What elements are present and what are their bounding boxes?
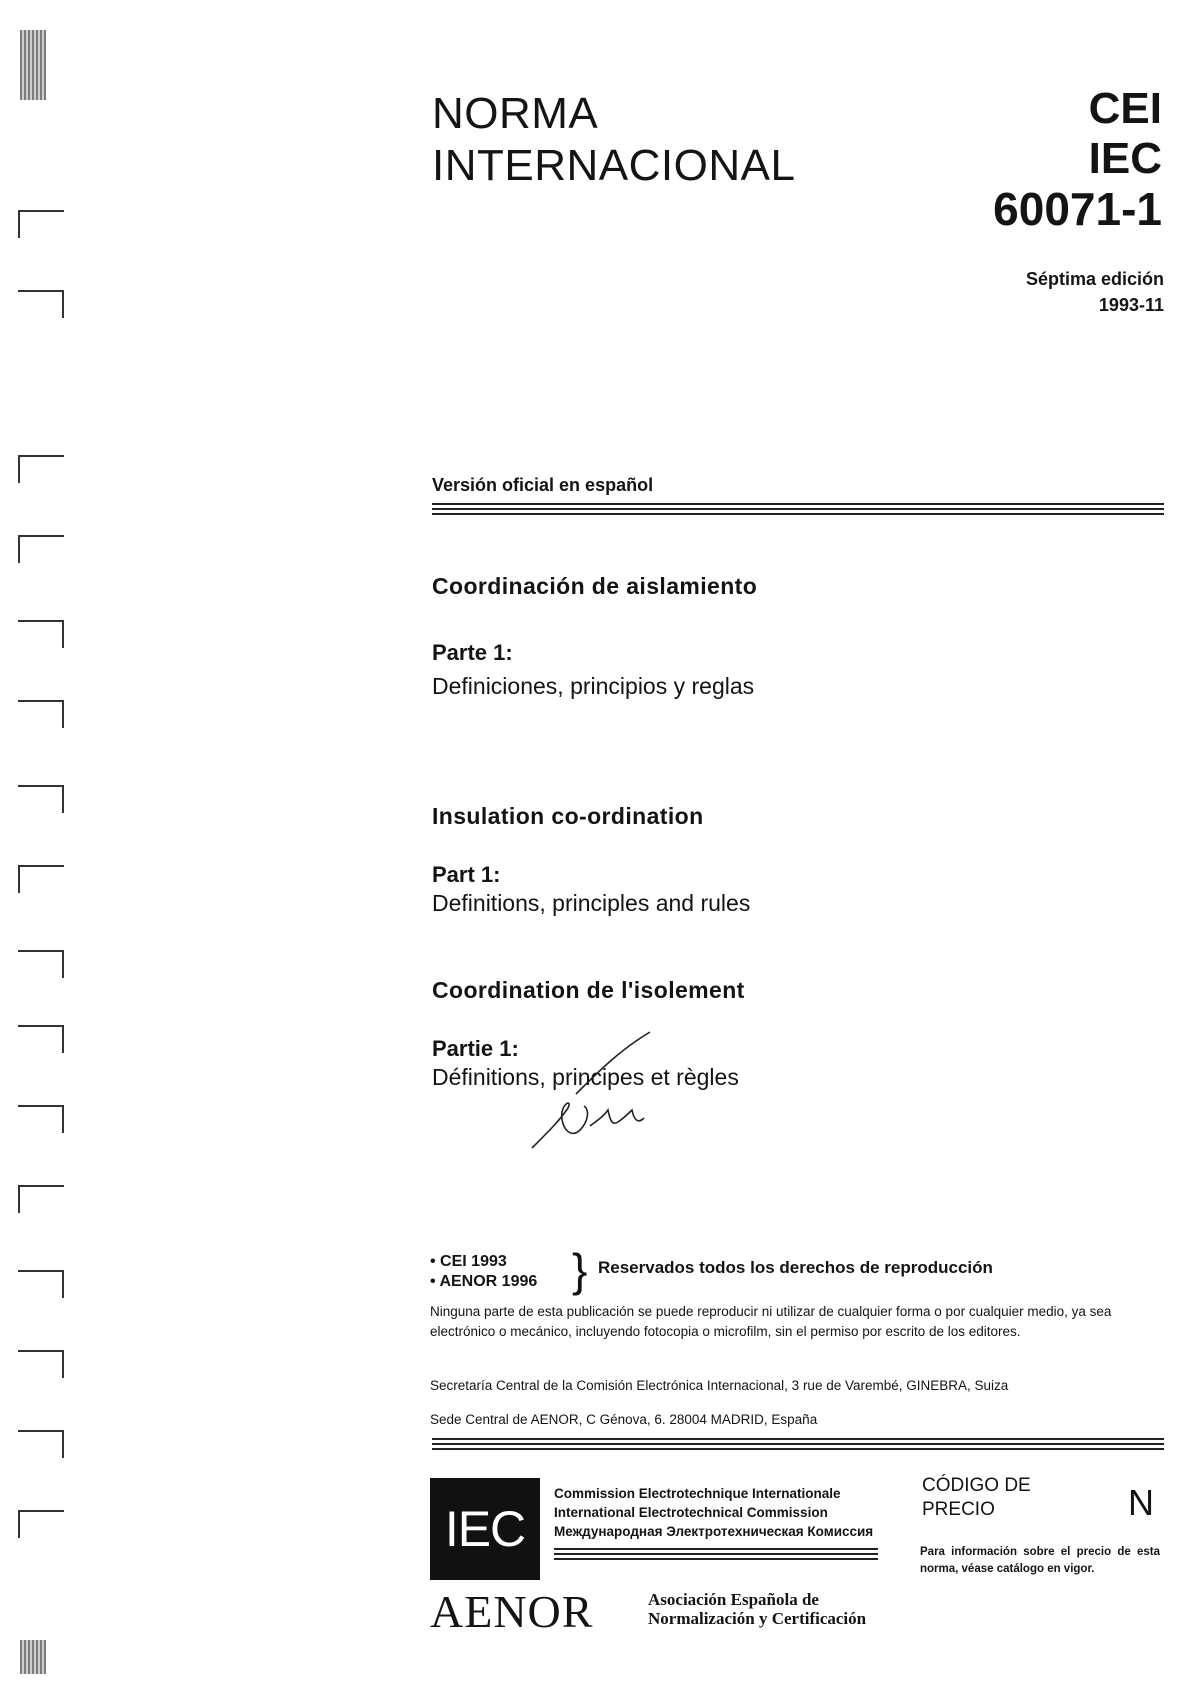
iec-rule	[554, 1548, 878, 1563]
price-code-label	[922, 1474, 1031, 1522]
binding-mark	[18, 1510, 64, 1538]
code-iec: IEC	[1088, 134, 1162, 183]
aenor-headquarters: Sede Central de AENOR, C Génova, 6. 28004 MADRID, España	[430, 1412, 818, 1427]
part-text-es: Definiciones, principios y reglas	[432, 673, 755, 699]
scan-smudge-top	[20, 30, 46, 100]
copyright-cei: • CEI 1993	[430, 1253, 507, 1270]
price-label-line2: PRECIO	[922, 1499, 995, 1520]
part-label-fr: Partie 1:	[432, 1036, 519, 1061]
scan-smudge-bottom	[20, 1640, 46, 1674]
binding-mark	[18, 1350, 64, 1378]
double-rule	[432, 1438, 1164, 1453]
binding-mark	[18, 1185, 64, 1213]
aenor-logo: AENOR	[430, 1586, 594, 1637]
edition-date: 1993-11	[1098, 295, 1164, 315]
reproduction-notice: Ninguna parte de esta publicación se puede reproducir ni utilizar de cualquier forma o por cualquier medio, ya sea electrónico o mecánico, incluyendo fotocopia o microfilm, sin el permiso por escrito de los editores.	[430, 1304, 1112, 1339]
binding-mark	[18, 950, 64, 978]
iec-secretariat: Secretaría Central de la Comisión Electrónica Internacional, 3 rue de Varembé, GINEBRA, Suiza	[430, 1378, 1009, 1393]
binding-mark	[18, 535, 64, 563]
iec-name-ru: Международная Электротехническая Комиссия	[554, 1524, 874, 1539]
document-type-title	[432, 88, 795, 192]
copyright-aenor: • AENOR 1996	[430, 1273, 538, 1290]
binding-mark	[18, 1430, 64, 1458]
part-text-fr: Définitions, principes et règles	[432, 1064, 739, 1090]
binding-mark	[18, 290, 64, 318]
standard-code	[993, 84, 1162, 234]
code-number: 60071-1	[993, 183, 1162, 235]
handwritten-signature	[520, 1030, 680, 1160]
price-note: Para información sobre el precio de esta norma, véase catálogo en vigor.	[920, 1546, 1160, 1575]
edition-block	[1026, 266, 1164, 318]
part-label-en: Part 1:	[432, 862, 501, 887]
title-es: Coordinación de aislamiento	[432, 573, 758, 599]
rights-reserved: Reservados todos los derechos de reproducción	[598, 1258, 993, 1277]
binding-mark	[18, 1105, 64, 1133]
official-version: Versión oficial en español	[432, 475, 654, 495]
iec-name-en: International Electrotechnical Commission	[554, 1505, 828, 1520]
binding-mark	[18, 210, 64, 238]
binding-mark	[18, 865, 64, 893]
binding-mark	[18, 700, 64, 728]
iec-logo: IEC	[430, 1478, 540, 1580]
part-text-en: Definitions, principles and rules	[432, 890, 751, 916]
title-line-2: INTERNACIONAL	[432, 141, 796, 190]
iec-names	[554, 1484, 873, 1541]
price-label-line1: CÓDIGO DE	[922, 1475, 1031, 1496]
aenor-name-line2: Normalización y Certificación	[648, 1609, 867, 1628]
binding-mark	[18, 620, 64, 648]
title-line-1: NORMA	[432, 89, 599, 138]
part-label-es: Parte 1:	[432, 640, 513, 665]
binding-mark	[18, 1025, 64, 1053]
aenor-name	[648, 1590, 866, 1628]
code-cei: CEI	[1088, 84, 1162, 133]
edition-label: Séptima edición	[1025, 269, 1164, 289]
iec-name-fr: Commission Electrotechnique Internationale	[554, 1486, 841, 1501]
aenor-name-line1: Asociación Española de	[648, 1590, 819, 1609]
binding-mark	[18, 1270, 64, 1298]
title-en: Insulation co-ordination	[432, 803, 704, 829]
binding-mark	[18, 785, 64, 813]
copyright-holders	[430, 1252, 537, 1292]
brace-glyph: }	[572, 1244, 588, 1296]
price-code: N	[1128, 1482, 1154, 1523]
binding-mark	[18, 455, 64, 483]
title-fr: Coordination de l'isolement	[432, 977, 745, 1003]
double-rule	[432, 503, 1164, 518]
